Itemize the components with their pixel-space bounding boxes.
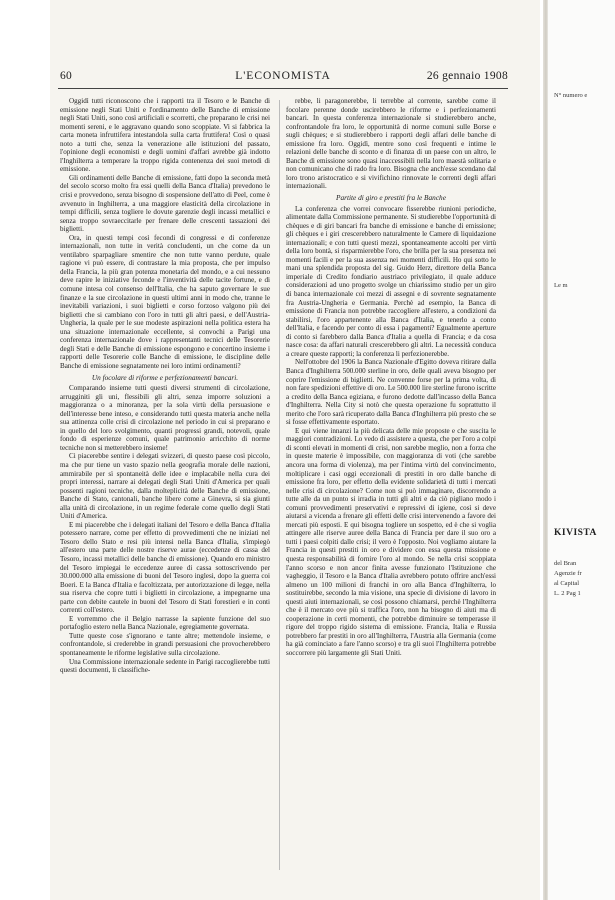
section-heading: Partite di giro e prestiti fra le Banche — [336, 193, 446, 203]
journal-title: L'ECONOMISTA — [235, 70, 331, 82]
column-divider — [279, 100, 280, 870]
paragraph: Ci piacerebbe sentire i delegati svizzeri, di questo paese così piccolo, ma che pur tiene un vasto spazio nella geografia morale delle nazioni, ammirabile per sì spontaneità delle idee e implacabile nella cura dei propri interessi, narrare ai delegati degli Stati Uniti d'America per quali possenti ragioni tecniche, dalla molteplicità delle Banche di emissione, Banche di Stato, cantonali, banche libere come a Ginevra, si sia giunti alla unità di circolazione, in un regime federale come quello degli Stati Uniti d'America. — [60, 452, 270, 521]
issue-date: 26 gennaio 1908 — [426, 70, 508, 82]
paragraph: Una Commissione internazionale sedente in Parigi raccoglierebbe tutti questi documenti, li classifiche- — [60, 657, 270, 675]
page-header — [58, 70, 508, 86]
paragraph: La conferenza che vorrei convocare fisserebbe riunioni periodiche, alimentate dalla Commissione permanente. Si studierebbe l'opportunità di chèques e di giri bancari fra banche di emissione e banche di emissione; gli chèques e i giri crescerebbero naturalmente le Camere di liquidazione internazionali; e con tutti questi mezzi, spontaneamente accolti per virtù della loro bontà, si risparmierebbe l'oro, che brilla per la sua presenza nei momenti facili e per la sua assenza nei momenti difficili. Ho qui sotto le mani una splendida proposta del sig. Guido Herz, direttore della Banca imperiale di Credito fondiario austriaco privilegiato, il quale adduce considerazioni ad uno progetto svolge un chiarissimo studio per un giro di banca internazionale coi mezzi di assegni e di sovrente segnatamente fra Austria-Ungheria e Germania. Perchè ad esempio, la Banca di emissione di Francia non potrebbe raccogliere all'estero, a condizioni da stabilirsi, l'oro appartenente alla Banca d'Italia, e tenerlo a conto dell'Italia, e facendo per conto di essa i pagamenti? Egualmente aperture di conto si farebbero dalla Banca d'Italia a quella di Francia; e da cosa nasce cosa: da affari naturali crescerebbero gli altri. La necessità conduca a creare queste rapporti; la conferenza li perfezionerebbe. — [286, 204, 496, 358]
bleed-text-mid: Le m — [554, 282, 568, 289]
paragraph: Ora, in questi tempi così fecondi di congressi e di conferenze internazionali, non tutte in verità concludenti, un che come da un ventilabro sparpagliare smentire che non tutte vanno perdute, quale ragione vi può essere, di contrastare la mia proposta, che per impulso della Francia, la più gran potenza monetaria del mondo, e a cui nessuno deve rapire le iniziative feconde e l'inventività delle tacite fortune, e di comune intesa col consenso dell'Italia, che ha saputo governare le sue finanze e la sue circolazione in questi ultimi anni in modo che, tranne le inevitabili variazioni, i suoi biglietti e corso forzoso valgono più dei biglietti che si cambiano con l'oro in tutti gli altri paesi, e dell'Austria-Ungheria, la quale per le sue modeste aspirazioni nella politica estera ha una situazione internazionale eccellente, si convochi a Parigi una conferenza internazionale dove i rappresentanti tecnici delle Tesorerie degli Stati e delle Banche di emissione espongono e concertino insieme i rapporti delle Tesorerie colle Banche di emissione, le discipline delle Banche di emissione segnatamente nei loro intimi ordinamenti? — [60, 233, 270, 370]
adjacent-page-bleed — [548, 0, 615, 900]
paragraph: Oggidì tutti riconoscono che i rapporti tra il Tesoro e le Banche di emissione negli Stati Uniti e l'ordinamento delle Banche di emissione negli Stati Uniti, sono così artificiali e scorretti, che preparano le crisi nei momenti sereni, e le aggravano quando sono scoppiate. Vi si fabbrica la carta moneta infruttifera intestandola sulla carta fruttifera! Così o quasi noto a tutti che, senza la venerazione alle istituzioni del passato, l'opinione degli economisti e degli uomini d'affari avrebbe già indotto l'Inghilterra a temperare la troppo rigida contenenza dei suoi metodi di emissione. — [60, 97, 270, 174]
left-column — [60, 97, 270, 877]
page-number: 60 — [60, 70, 73, 82]
paragraph: E mi piacerebbe che i delegati italiani del Tesoro e della Banca d'Italia potessero narrare, come per effetto di provvedimenti che ne iniziati nel Tesoro dello Stato e resi più intensi nella Banca d'Italia, s'impiegò all'estero una parte delle nostre riserve aurae (eccedenze di cassa del Tesoro, incassi metallici delle banche di emissione). Quando ero ministro del Tesoro impiegai le eccedenze auree di cassa sottoscrivendo per 30.000.000 alla emissione di buoni del Tesoro inglesi, dopo la guerra coi Boeri. E la Banca d'Italia e facoltizzata, per autorizzazione di legge, nella sua riserva che copre tutti i biglietti in circolazione, a impegnarne una parte con debite cautele in buoni del Tesoro di Stati forestieri e in conti correnti coll'estero. — [60, 520, 270, 615]
paragraph: Comparando insieme tutti questi diversi strumenti di circolazione, arrugginiti gli uni, flessibili gli altri, senza imporre soluzioni a maggioranza o a minoranza, per la sola virtù della persuasione e dell'interesse bene inteso, e considerando tutti questa materia anche nella sua attinenza colle crisi di circolazione nel periodo in cui si preparano e in quello del loro svolgimento, quanti progressi grandi, notevoli, quale fondo di esperienze comuni, quale patrimonio arricchito di norme tecniche non si metterebbero insieme! — [60, 384, 270, 452]
paragraph: Gli ordinamenti delle Banche di emissione, fatti dopo la seconda metà del secolo scorso molto fra essi quelli della Banca d'Italia) prevedono le crisi e provvedono, senza bisogno di sospensione dell'atto di Peel, come è avvenuto in Inghilterra, a una maggiore elasticità della circolazione in tempi difficili, senza togliere le dovute garenzie degli incassi metallici e senza troppo sovraeccitarle per frenare delle crescenti tassazioni dei biglietti. — [60, 173, 270, 234]
paragraph: Nell'ottobre del 1906 la Banca Nazionale d'Egitto doveva ritirare dalla Banca d'Inghilterra 500.000 sterline in oro, delle quali aveva bisogno per coprire l'emissione di biglietti. Ne convenne forse per la prima volta, di non fare spedizioni effettive di oro. Le 500.000 lire sterline furono iscritte a credito della Banca egiziana, e furono dedotte dall'incasso della Banca d'Inghilterra. Nella City si notò che questa operazione fu soprattutto il merito che l'oro sarà ricuperato dalla Banca d'Inghilterra più presto che se si fosse effettivamente esportato. — [286, 358, 496, 427]
bleed-line: del Bran — [554, 560, 577, 567]
bleed-text-top: N° numero e — [554, 92, 588, 99]
paragraph: Tutte queste cose s'ignorano e tante altre; mettendole insieme, e confrontandole, si crederebbe in grandi persuasioni che provocherebbero spontaneamente le riforme legislative sulla circolazione. — [60, 631, 270, 657]
bleed-line: Agenzie fr — [554, 570, 582, 577]
bleed-line: L. 2 Pag 1 — [554, 590, 581, 597]
right-column — [286, 97, 496, 877]
paragraph: E qui viene innanzi la più delicata delle mie proposte e che suscita le maggiori contradizioni. Lo vedo di assistere a questa, che per l'oro a colpi di sconti elevati in momenti di crisi, non sarebbe meglio, non a forza che in queste materie è impossibile, con maggioranza di voti (che sarebbe ancora una forma di violenza), ma per l'intima virtù del convincimento, moltiplicare i casi oggi eccezionali di prestiti in oro dalle banche di emissione fra loro, per effetto della evidente solidarietà di tutti i mercati nelle crisi di circolazione? Come non si può immaginare, discorrendo a tutte alle da un punto si irradia in tutti gli altri e da ciò pigliano modo i comuni provvedimenti preservativi e repressivi di igiene, così si deve aiutarsi a vicenda a frenare gli effetti delle crisi intervenendo a favore dei mercati più esposti. E qui bisogna togliere un sospetto, ed è che si voglia attingere alle riserve auree della Banca di Francia per dare il suo oro a tutti i paesi colpiti dalle crisi; il vero è l'opposto. Noi vogliamo aiutare la Francia in questi prestiti in oro e dividere con essa questa missione e questa responsabilità di fornire l'oro al mondo. Se nella crisi scoppiata l'anno scorso e non ancor finita avesse funzionato l'Istituzione che vagheggio, il Tesoro e la Banca d'Italia avrebbero potuto offrire anch'essi almeno un 100 milioni di franchi in oro alla Banca d'Inghilterra, lo sostituirebbe, secondo la mia visione, una specie di divisione di lavoro in questi aiuti internazionali, se così possono chiamarsi, perchè l'Inghilterra che è il mercato ove più si traffica l'oro, non ha bisogno di aiuti ma di cooperazione in certi momenti, che potrebbe diminuire se temperasse il rigore del troppo rigido sistema di emissione. Francia, Italia e Russia potrebbero far prestiti in oro all'Inghilterra, l'Austria alla Germania (come ha già cominciato a fare l'anno scorso) e tra gli suoi l'Inghilterra potrebbe soccorrere più largamente gli Stati Uniti. — [286, 426, 496, 657]
bleed-headline: KIVISTA — [554, 528, 597, 538]
header-rule — [58, 88, 508, 89]
paragraph: E vorremmo che il Belgio narrasse la sapiente funzione del suo portafoglio estero nella Banca Nazionale, egregiamente governata. — [60, 614, 270, 632]
paragraph: rebbe, li paragonerebbe, li terrebbe al corrente, sarebbe come il focolare perenne donde uscirebbero le riforme e i perfezionamenti bancari. In questa conferenza internazionale si studierebbero anche, confrontandole fra loro, le opportunità di norme comuni sulle Borse e sugli chèques; e si studierebbero i rapporti degli affari delle banche di emissione fra loro. Oggidì, mentre sono così frequenti e intime le relazioni delle banche di sconto e di finanza di un paese con un altro, le Banche di emissione sono quasi inaccessibili nella loro maestà solitaria e non comunicano che di rado fra loro. Bisogna che anch'esse scendano dal loro trono aristocratico e si vivifichino rinnovate le correnti degli affari internazionali. — [286, 97, 496, 191]
bleed-line: al Capital — [554, 580, 580, 587]
section-heading: Un focolare di riforme e perfezionamenti bancari. — [91, 372, 239, 382]
